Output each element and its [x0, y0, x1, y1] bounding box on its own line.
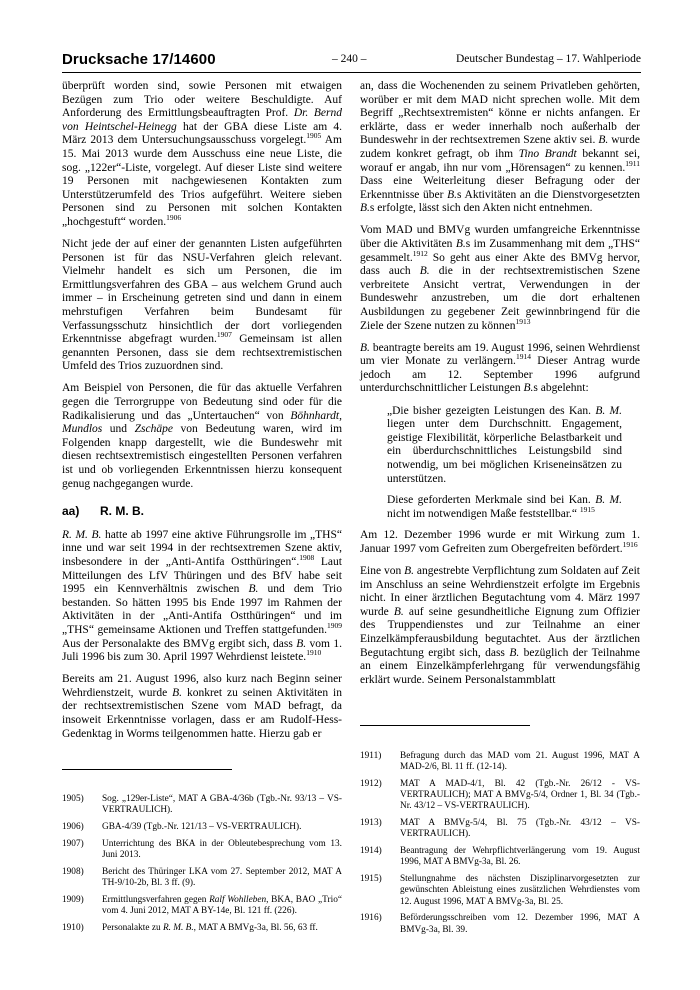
footnote-text — [400, 818, 640, 840]
footnote — [62, 794, 342, 816]
text-run: Vom MAD und BMVg wurden umfangreiche Erkenntnisse über die Aktivitäten — [360, 224, 640, 251]
italic-text: R. M. B. — [162, 922, 194, 933]
text-run: Bereits am 21. August 1996, also kurz nach Beginn seiner Wehrdienstzeit, wurde — [62, 673, 342, 699]
footnote-number: 1911) — [360, 751, 382, 761]
text-run: , — [339, 409, 342, 422]
footnote-text — [400, 779, 640, 813]
text-run: beantragte bereits am 19. August 1996, seinen Wehrdienst um vier Monate zu verlängern. — [360, 341, 640, 368]
italic-text: B. — [455, 238, 466, 251]
text-run: bekannt sei, worauf er angab, ihn nur vom „Hörensagen“ zu kennen. — [360, 147, 640, 174]
footnote-ref: 1910 — [306, 648, 322, 658]
footnote — [360, 818, 640, 840]
text-run: Dass eine Weiterleitung dieser Befragung oder der Erkenntnisse über — [360, 175, 640, 201]
footnote-text — [400, 874, 640, 908]
text-run: hatte ab 1997 eine aktive Führungsrolle im „THS“ inne und war seit 1994 in der rechtsextremen Szene aktiv, insbesondere in der „Anti-Antifa Ostthüringen“. — [62, 528, 342, 568]
footnote — [360, 913, 640, 935]
footnote-ref: 1908 — [299, 553, 315, 563]
footnote — [62, 839, 342, 861]
text-run: So geht aus einer Akte des BMVg hervor, dass auch — [360, 251, 640, 278]
footnote-number: 1909) — [62, 894, 84, 905]
text-run: Stellungnahme des nächsten Disziplinarvorgesetzten zur gewünschten Ableistung eines zusätzlichen Wehrdienstes vom 12. August 1996, MAT A BMVg-3a, Bl. 25. — [400, 874, 640, 907]
footnote-text — [400, 846, 640, 868]
text-run: MAT A BMVg-5/4, Bl. 75 (Tgb.-Nr. 43/12 – VS-VERTRAULICH). — [400, 818, 640, 840]
text-run: s erfolgte, lässt sich den Akten nicht entnehmen. — [369, 202, 593, 215]
footnote-text — [102, 822, 342, 833]
italic-text: Dr. Bernd von Heintschel-Heinegg — [62, 107, 342, 133]
footnote-number: 1912) — [360, 779, 382, 789]
text-run: überprüft worden sind, sowie Personen mit etwaigen Bezügen zum Trio oder weitere Beschuldigte. Auf Anforderung des Ermittlungsbeauftragten Prof. — [62, 80, 342, 120]
footnote-number: 1906) — [62, 822, 84, 832]
text-run: konkret zu seinen Aktivitäten in der rechtsextremistischen Szene vom MAD befragt, da insoweit Erkenntnisse vorlagen, dass er am Rudolf-Hess-Gedenktag in Worms teilgenommen hatte. Hierzu gab er — [62, 686, 342, 740]
text-run: Unterrichtung des BKA in der Obleutebesprechung vom 13. Juni 2013. — [102, 838, 342, 860]
footnote-ref: 1907 — [216, 330, 232, 340]
text-run: die in der rechtsextremistischen Szene verbreitete Ansicht vertrat, Verwendungen in der Bundeswehr anzustreben, um die dort erhaltenen Ausbildungen zu gegebener Zeit gewinnbringend für die Ziele der Szene nutzen zu können — [360, 265, 640, 332]
italic-text: Ralf Wohlleben — [209, 894, 267, 905]
italic-text: B. — [509, 646, 520, 659]
footnote-ref: 1905 — [306, 131, 322, 141]
block-quote — [360, 405, 640, 522]
footnote — [62, 822, 342, 833]
text-run: Laut Mitteilungen des LfV Thüringen und des BfV habe seit 1995 ein Kennverhältnis zwischen — [62, 556, 342, 596]
footnote-ref: 1906 — [166, 213, 182, 223]
text-run: s Aktivitäten an die Dienstvorgesetzten — [457, 188, 640, 201]
footnote-number: 1905) — [62, 794, 84, 804]
text-run: wurde zudem konkret gefragt, ob ihm — [360, 134, 640, 160]
text-run: Beantragung der Wehrpflichtverlängerung vom 19. August 1996, MAT A BMVg-3a, Bl. 26. — [400, 846, 640, 868]
italic-text: B. — [523, 382, 534, 395]
footnote — [360, 874, 640, 908]
italic-text: B. — [404, 565, 415, 577]
paragraph — [360, 565, 640, 687]
footnote-rule — [62, 769, 232, 770]
italic-text: B. — [598, 134, 609, 147]
footnote-text — [102, 839, 342, 861]
section-title: R. M. B. — [100, 504, 144, 519]
paragraph — [360, 224, 640, 333]
text-run: Befragung durch das MAD vom 21. August 1996, MAT A MAD-2/6, Bl. 11 ff. (12-14). — [400, 751, 640, 773]
text-run: „Die bisher gezeigten Leistungen des Kan. — [387, 404, 596, 417]
text-run: nicht im notwendigen Maße feststellbar.“ — [387, 507, 580, 520]
footnote-ref: 1914 — [515, 352, 531, 362]
text-run: Gemeinsam ist allen genannten Personen, dass sie dem rechtsextremistischen Umfeld des Trios zuzuordnen sind. — [62, 333, 342, 373]
italic-text: B. — [360, 341, 370, 354]
footnote-ref: 1916 — [622, 540, 638, 550]
italic-text: R. M. B. — [62, 528, 102, 541]
text-run: angestrebte Verpflichtung zum Soldaten auf Zeit im Anschluss an seine Wehrdienstzeit erfolgte im Ergebnis nicht. In einer ärztlichen Begutachtung vom 4. März 1997 wurde — [360, 565, 640, 618]
quote-paragraph — [387, 494, 622, 521]
text-run: Am 12. Dezember 1996 wurde er mit Wirkung zum 1. Januar 1997 vom Gefreiten zum Obergefreiten befördert. — [360, 529, 640, 555]
text-run: Am 15. Mai 2013 wurde dem Ausschuss eine neue Liste, die sog. „122er“-Liste, vorgelegt. Auf dieser Liste sind weitere 19 Personen mit nachgewiesenen Kontakten zum Unterstützerumfeld des Trios aufgeführt. Weitere sieben Personen sind zu Personen mit solchen Kontakten „hochgestuft“ worden. — [62, 134, 342, 228]
italic-text: Zschäpe — [134, 423, 173, 436]
page-number: – 240 – — [332, 53, 367, 65]
italic-text: B. M. — [595, 404, 622, 417]
paragraph — [360, 529, 640, 556]
text-run: Diese geforderten Merkmale sind bei Kan. — [387, 494, 596, 507]
footnote-text — [102, 895, 342, 917]
text-run: MAT A MAD-4/1, Bl. 42 (Tgb.-Nr. 26/12 - VS-VERTRAULICH); MAT A BMVg-5/4, Ordner 1, Bl. 34 (Tgb.-Nr. 43/12 – VS-VERTRAULICH). — [400, 779, 640, 812]
text-run: hat der GBA diese Liste am 4. März 2013 dem Untersuchungsausschuss vorgelegt. — [62, 120, 342, 147]
text-run: und — [102, 423, 135, 436]
text-run: s im Zusammenhang mit dem „THS“ gesammelt. — [360, 238, 641, 264]
parliament-label: Deutscher Bundestag – 17. Wahlperiode — [455, 53, 641, 65]
paragraph — [360, 80, 640, 216]
text-run: Am Beispiel von Personen, die für das aktuelle Verfahren gegen die Terrorgruppe von Bedeutung sind oder für die Radikalisierung und das „Untertauchen“ von — [62, 382, 342, 422]
footnote — [62, 895, 342, 917]
footnote-ref: 1913 — [515, 316, 531, 326]
footnote — [62, 923, 342, 934]
text-run: Bericht des Thüringer LKA vom 27. September 2012, MAT A TH-9/10-2b, Bl. 3 ff. (9). — [102, 866, 342, 888]
italic-text: Tino Brandt — [518, 147, 577, 160]
italic-text: B. — [419, 265, 430, 278]
text-run: Aus der Personalakte des BMVg ergibt sich, dass — [62, 637, 297, 650]
text-run: auf seine gesundheitliche Eignung zum Offizier des Truppendienstes und zur Teilnahme an einer Einzelkämpferausbildung begutachtet. Aus der ärztlichen Begutachtung ergibt sich, dass — [360, 605, 640, 659]
text-run: an, dass die Wochenenden zu seinem Privatleben gehörten, worüber er mit dem MAD nicht sprechen wolle. Mit dem Begriff „Rechtsextremisten“ könne er nichts anfangen. Er erklärte, dass er weder innerhalb noch außerhalb der Bundeswehr in der rechtsextremen Szene aktiv sei. — [360, 80, 640, 147]
text-run: , MAT A BMVg-3a, Bl. 56, 63 ff. — [193, 922, 318, 933]
text-run: Eine von — [360, 565, 405, 577]
text-run: Nicht jede der auf einer der genannten Listen aufgeführten Personen ist für das NSU-Verfahren gleich relevant. Vielmehr handelt es sich um Personen, die im Ermittlungsverfahren des GBA – aus welchem Grund auch immer – in Erscheinung getreten sind und dann in einem mehrstufigen Verfahren beim Bundesamt für Verfassungsschutz hinsichtlich der dort vorliegenden Erkenntnisse abgefragt wurden. — [62, 238, 342, 346]
text-run: , BKA, BAO „Trio“ vom 4. Juni 2012, MAT A BY-14e, Bl. 121 ff. (226). — [102, 894, 342, 916]
section-heading — [62, 505, 342, 519]
italic-text: B. — [172, 686, 183, 699]
italic-text: B. — [393, 605, 404, 618]
footnote-text — [102, 923, 342, 934]
footnotes-left — [62, 794, 342, 940]
italic-text: B. — [360, 202, 370, 215]
text-run: Ermittlungsverfahren gegen — [102, 894, 210, 905]
paragraph — [62, 238, 342, 374]
footnote-number: 1914) — [360, 846, 382, 857]
footnote-text — [102, 867, 342, 889]
italic-text: B. M. — [595, 494, 622, 507]
paragraph — [62, 673, 342, 741]
footnote-ref: 1909 — [327, 621, 342, 631]
footnote-ref: 1911 — [625, 158, 640, 168]
footnote-ref: 1912 — [412, 248, 428, 258]
text-run: von Bedeutung waren, wird im Folgenden knapp dargestellt, wie die Bundeswehr mit diesen rechtsextremistisch eingestellten Personen verfahren ist und ob vorliegenden Erkenntnissen hierzu konsequent genug nachgegangen wurde. — [62, 423, 343, 490]
text-run: bezüglich der Teilnahme an einem Einzelkämpferlehrgang für verwendungsfähig erklärt wurde. Seinem Personalstammblatt — [360, 646, 640, 686]
paragraph — [360, 342, 640, 396]
section-label: aa) — [62, 504, 80, 519]
paragraph — [62, 80, 342, 230]
footnote-number: 1908) — [62, 866, 84, 877]
footnote — [360, 751, 640, 773]
italic-text: Böhnhardt — [290, 409, 340, 422]
quote-paragraph — [387, 405, 622, 487]
page-header — [62, 51, 641, 73]
footnote-number: 1913) — [360, 818, 382, 829]
paragraph — [62, 382, 342, 491]
text-run: vom 1. Juli 1996 bis zum 30. April 1997 Wehrdienst leistete. — [62, 637, 342, 664]
footnote-number: 1907) — [62, 838, 84, 849]
footnote-number: 1910) — [62, 922, 84, 933]
italic-text: B. — [447, 188, 458, 201]
text-run: s abgelehnt: — [533, 382, 589, 395]
footnote-text — [400, 913, 640, 935]
footnote-number: 1915) — [360, 874, 382, 885]
footnote-text — [400, 751, 640, 773]
footnote-text — [102, 794, 342, 816]
text-run: und dem Trio bestanden. So hätten 1995 bis Ende 1997 im Rahmen der Aktivitäten in der „Anti-Antifa Ostthüringen“ und im „THS“ gemeinsame Aktionen und Treffen stattgefunden. — [62, 583, 342, 636]
text-run: liegen unter dem Durchschnitt. Engagement, geistige Flexibilität, körperliche Belastbarkeit und ein überdurchschnittliches Leistungsbild sind notwendig, um bei möglichen Kriseneinsätzen zu unterstützen. — [387, 418, 622, 485]
footnote-number: 1916) — [360, 913, 382, 924]
right-column — [360, 80, 640, 696]
text-run: GBA-4/39 (Tgb.-Nr. 121/13 – VS-VERTRAULICH). — [102, 822, 302, 832]
italic-text: B. — [296, 637, 307, 650]
header-rule — [62, 72, 641, 73]
text-run: Personalakte zu — [102, 922, 163, 933]
document-number: Drucksache 17/14600 — [62, 51, 216, 68]
footnote-rule — [360, 725, 530, 726]
left-column — [62, 80, 342, 750]
italic-text: Mundlos — [62, 423, 103, 436]
text-run: Beförderungsschreiben vom 12. Dezember 1996, MAT A BMVg-3a, Bl. 39. — [400, 913, 640, 935]
footnote — [62, 867, 342, 889]
footnote-ref: 1915 — [579, 504, 595, 514]
italic-text: B. — [248, 583, 259, 596]
footnotes-right — [360, 751, 640, 941]
footnote — [360, 779, 640, 813]
paragraph — [62, 529, 342, 665]
text-run: Sog. „129er-Liste“, MAT A GBA-4/36b (Tgb.-Nr. 93/13 – VS-VERTRAULICH). — [102, 794, 342, 816]
text-run: Dieser Antrag wurde jedoch am 12. September 1996 aufgrund unterdurchschnittlicher Leistungen — [360, 355, 640, 395]
footnote — [360, 846, 640, 868]
